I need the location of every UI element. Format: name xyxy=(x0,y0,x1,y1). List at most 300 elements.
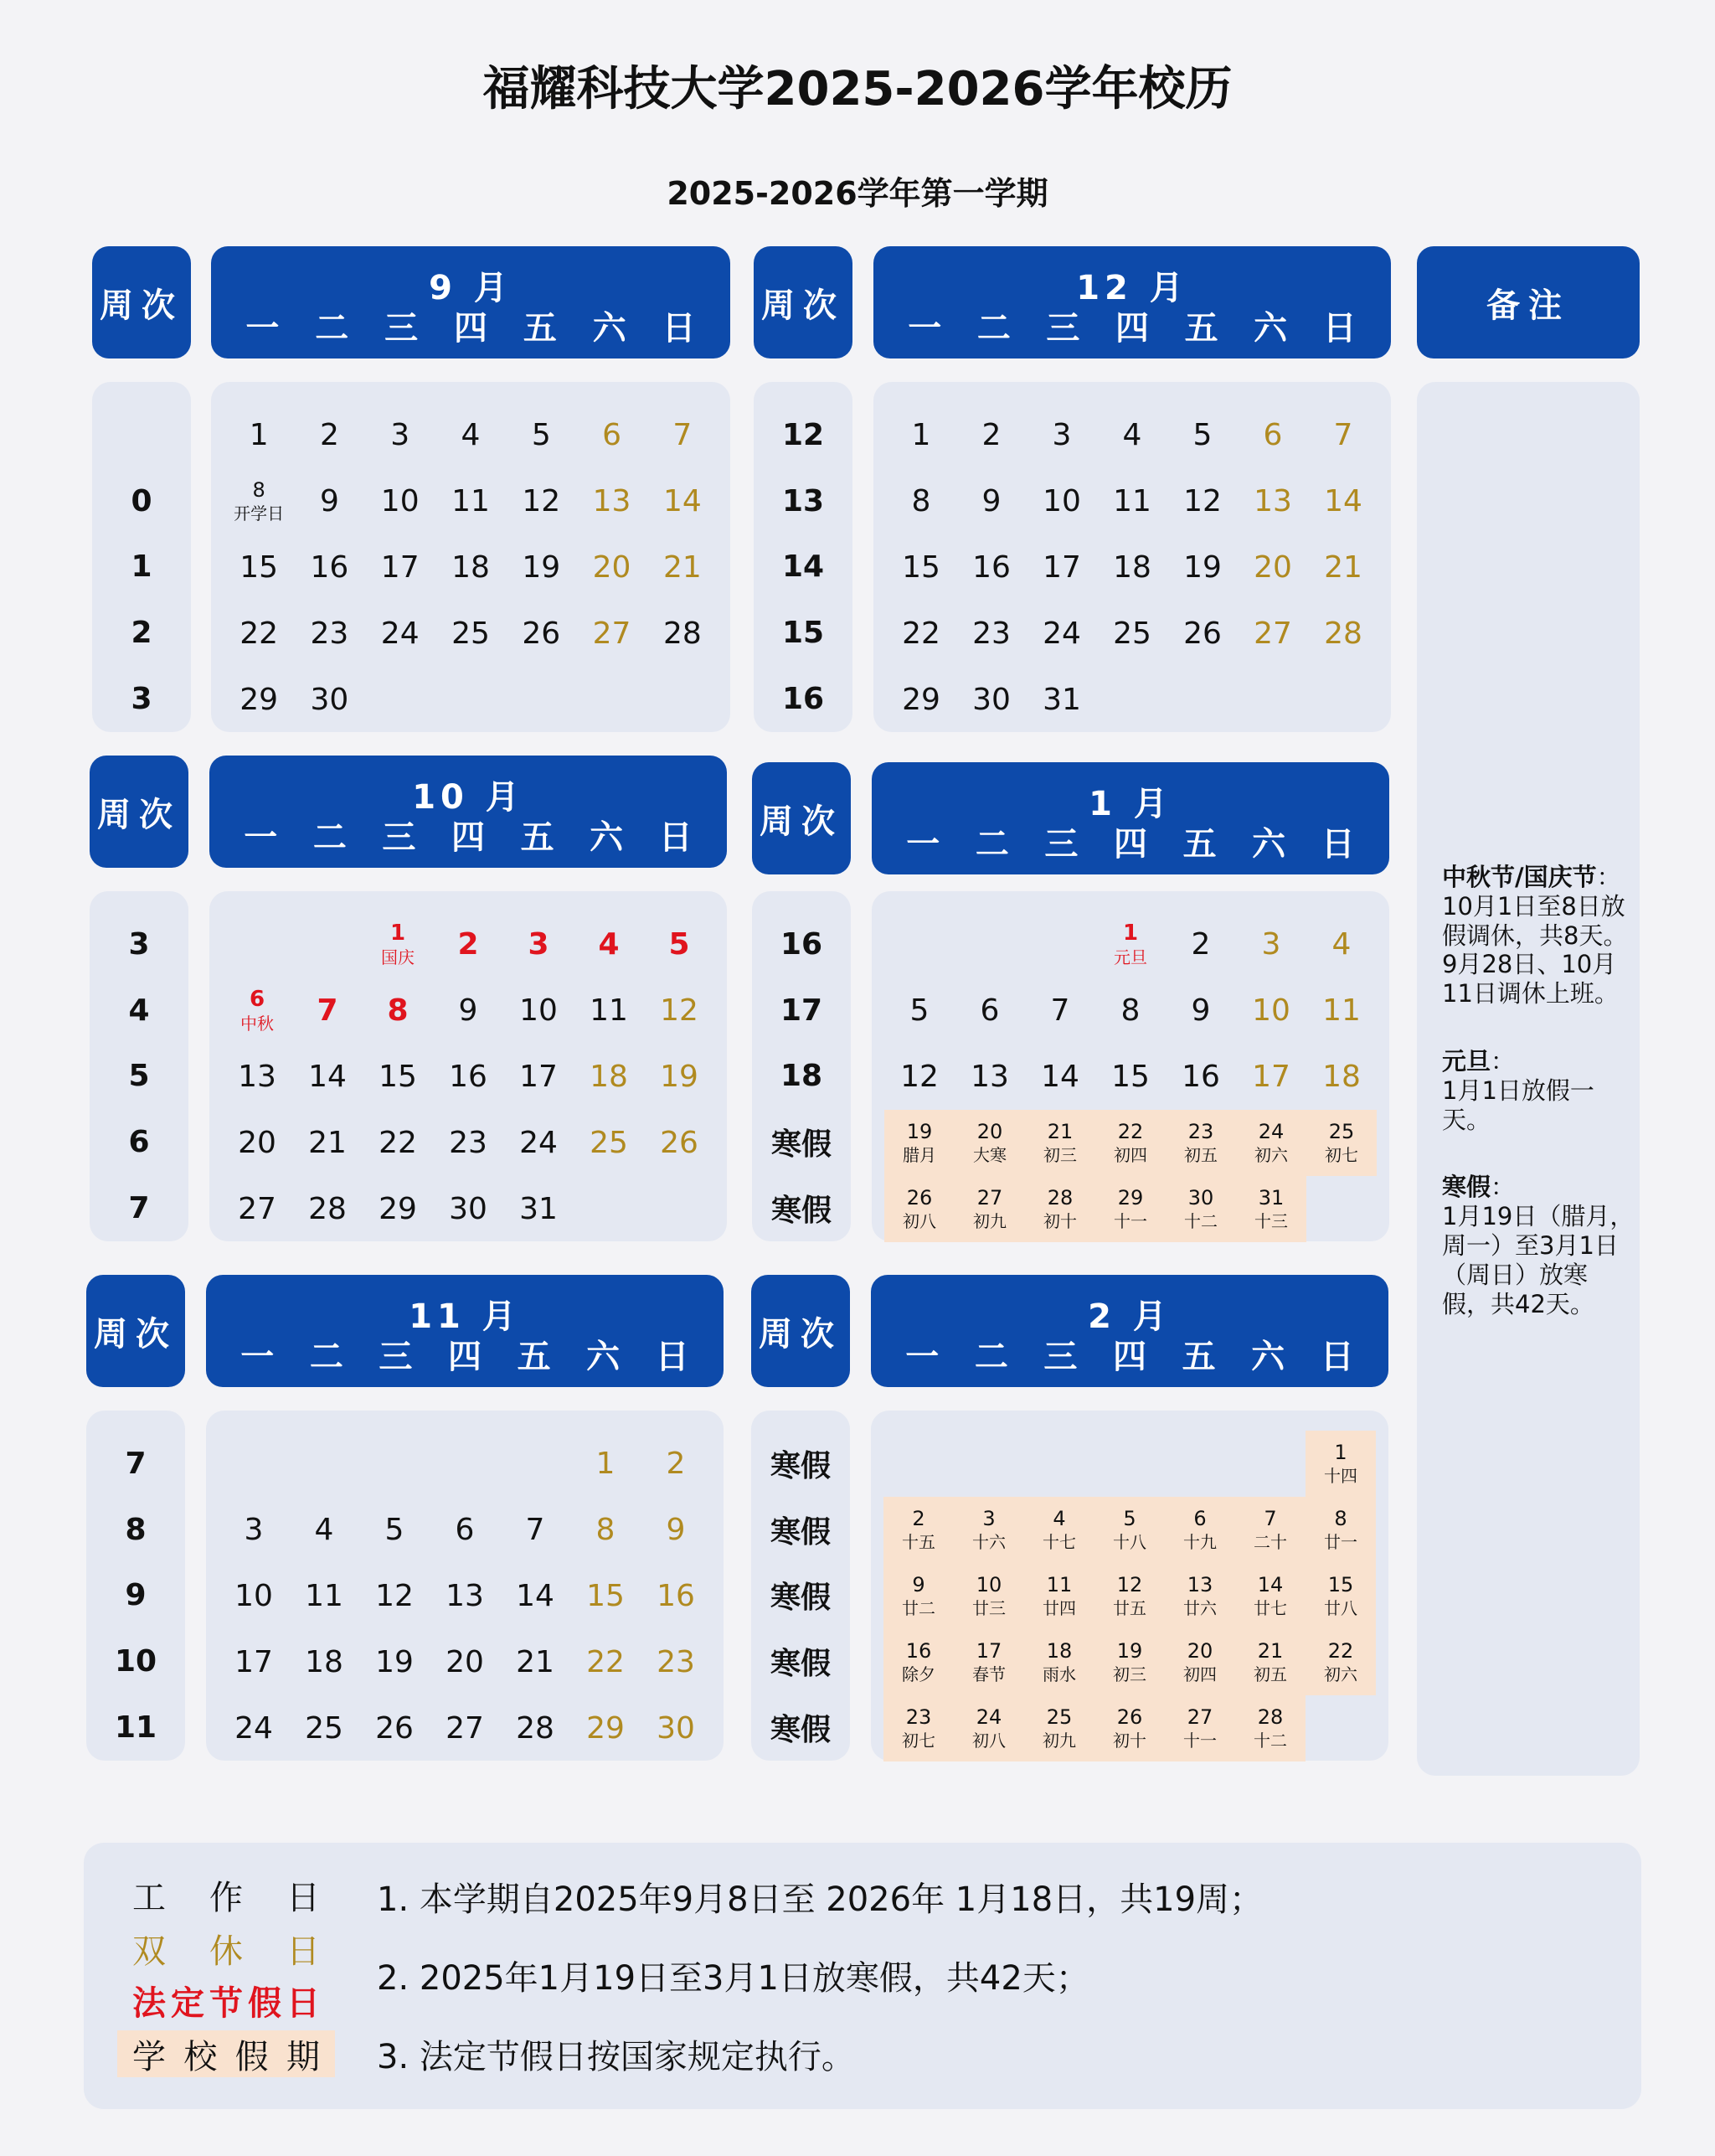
weekday-name: 日 xyxy=(662,309,696,348)
day-number: 18 xyxy=(1113,549,1151,585)
day-annotation: 国庆 xyxy=(381,946,415,967)
day-number: 16 xyxy=(310,549,349,585)
day-number: 17 xyxy=(380,549,420,585)
note-title: 中秋节/国庆节 xyxy=(1442,863,1597,891)
month-name: 2 月 xyxy=(1088,1297,1172,1336)
day-cell xyxy=(886,468,956,534)
legend-char: 学 xyxy=(132,2037,166,2076)
day-cell xyxy=(294,667,364,733)
day-cell xyxy=(641,1497,711,1563)
day-number: 5 xyxy=(909,993,930,1028)
weekday-name: 五 xyxy=(517,1338,551,1376)
day-number: 2 xyxy=(319,417,339,452)
legend-note-line: 2. 2025年1月19日至3月1日放寒假，共42天； xyxy=(377,1959,1089,1998)
week-number: 12 xyxy=(781,417,825,452)
weekday-name: 六 xyxy=(586,1338,621,1376)
day-number: 11 xyxy=(451,483,490,518)
day-number: 25 xyxy=(451,616,490,651)
legend-char: 校 xyxy=(183,2037,218,2076)
day-cell xyxy=(435,534,506,601)
week-number: 16 xyxy=(781,682,825,717)
day-cell xyxy=(570,1563,641,1629)
day-cell xyxy=(503,1044,574,1110)
day-cell xyxy=(1306,1563,1376,1629)
day-cell xyxy=(224,601,294,667)
empty-cell xyxy=(1097,667,1167,733)
day-cell xyxy=(294,402,364,468)
weekday-name: 二 xyxy=(975,825,1009,864)
legend-hol xyxy=(117,1977,335,2024)
day-cell xyxy=(294,468,364,534)
day-number: 26 xyxy=(906,1186,933,1210)
day-number: 26 xyxy=(660,1125,698,1160)
day-cell xyxy=(433,977,503,1044)
weekday-names xyxy=(228,302,713,349)
day-number: 29 xyxy=(379,1191,417,1226)
day-annotation: 廿八 xyxy=(1324,1597,1357,1618)
day-cell xyxy=(955,977,1025,1044)
empty-cell xyxy=(359,1431,430,1497)
day-cell xyxy=(1308,534,1378,601)
day-cell xyxy=(1165,1695,1235,1761)
day-cell xyxy=(574,1110,644,1176)
day-number: 5 xyxy=(384,1512,404,1547)
weekday-names xyxy=(223,1330,707,1378)
day-number: 4 xyxy=(314,1512,334,1547)
day-cell xyxy=(954,1695,1024,1761)
day-cell xyxy=(647,534,718,601)
week-number: 1 xyxy=(131,549,152,585)
day-number: 12 xyxy=(1183,483,1222,518)
month-days-panel xyxy=(871,1411,1388,1761)
day-cell xyxy=(363,1110,433,1176)
note-colon: ： xyxy=(1491,1173,1516,1202)
week-number: 寒假 xyxy=(770,1448,831,1483)
day-cell xyxy=(1095,1110,1166,1176)
day-cell xyxy=(292,1044,363,1110)
day-number: 1 xyxy=(1122,921,1139,946)
day-cell xyxy=(1027,667,1097,733)
notes-body xyxy=(1442,863,1635,1357)
note-title: 元旦 xyxy=(1442,1046,1491,1075)
day-cell xyxy=(500,1563,570,1629)
day-annotation: 初三 xyxy=(1113,1663,1146,1684)
day-cell xyxy=(1097,402,1167,468)
day-annotation: 二十 xyxy=(1254,1531,1287,1552)
day-number: 5 xyxy=(531,417,551,452)
weekday-name: 四 xyxy=(453,309,487,348)
day-cell xyxy=(1308,468,1378,534)
weekday-names xyxy=(888,818,1373,865)
day-cell xyxy=(1167,601,1238,667)
empty-cell xyxy=(1306,1176,1377,1242)
day-annotation: 廿三 xyxy=(972,1597,1006,1618)
day-cell xyxy=(956,402,1027,468)
day-cell xyxy=(956,667,1027,733)
day-number: 27 xyxy=(445,1710,484,1746)
weekday-name: 五 xyxy=(1184,309,1218,348)
day-number: 21 xyxy=(516,1644,554,1679)
day-number: 19 xyxy=(660,1059,698,1094)
day-number: 19 xyxy=(906,1120,933,1144)
day-cell xyxy=(430,1629,500,1695)
day-number: 19 xyxy=(522,549,561,585)
day-cell xyxy=(1306,1044,1377,1110)
weekday-name: 五 xyxy=(520,818,554,857)
empty-cell xyxy=(883,1431,954,1497)
day-number: 14 xyxy=(1041,1059,1079,1094)
day-number: 28 xyxy=(308,1191,347,1226)
day-number: 1 xyxy=(1334,1441,1347,1465)
note-text: 1月19日（腊月，周一）至3月1日（周日）放寒假，共42天。 xyxy=(1442,1202,1635,1318)
week-header: 周次 xyxy=(90,756,188,868)
day-number: 26 xyxy=(1116,1705,1143,1730)
day-cell xyxy=(1235,1563,1306,1629)
page-title: 福耀科技大学2025-2026学年校历 xyxy=(482,62,1233,116)
day-number: 27 xyxy=(976,1186,1003,1210)
day-cell xyxy=(883,1563,954,1629)
weekday-name: 二 xyxy=(976,309,1011,348)
day-annotation: 初五 xyxy=(1184,1144,1218,1165)
month-header xyxy=(873,246,1391,358)
note-block xyxy=(1442,1047,1635,1134)
day-annotation: 除夕 xyxy=(902,1663,935,1684)
day-number: 25 xyxy=(1046,1705,1073,1730)
day-cell xyxy=(1027,468,1097,534)
day-number: 26 xyxy=(375,1710,414,1746)
day-cell xyxy=(430,1695,500,1761)
weekday-name: 六 xyxy=(592,309,626,348)
day-cell xyxy=(1166,1044,1236,1110)
month-name: 11 月 xyxy=(409,1297,521,1336)
day-cell xyxy=(883,1695,954,1761)
day-number: 31 xyxy=(1258,1186,1285,1210)
day-number: 16 xyxy=(657,1578,695,1613)
empty-cell xyxy=(435,667,506,733)
semester-subtitle: 2025-2026学年第一学期 xyxy=(667,175,1048,212)
weekday-name: 六 xyxy=(590,818,624,857)
day-annotation: 初六 xyxy=(1324,1663,1357,1684)
day-cell xyxy=(219,1497,289,1563)
day-number: 11 xyxy=(590,993,628,1028)
day-cell xyxy=(500,1497,570,1563)
day-cell xyxy=(886,402,956,468)
day-cell xyxy=(1024,1629,1094,1695)
month-name: 9 月 xyxy=(429,269,512,307)
empty-cell xyxy=(365,667,435,733)
day-number: 15 xyxy=(586,1578,625,1613)
day-cell xyxy=(884,1176,955,1242)
day-number: 25 xyxy=(1113,616,1151,651)
week-number: 3 xyxy=(128,926,150,962)
day-number: 24 xyxy=(1043,616,1081,651)
day-cell xyxy=(1095,1044,1166,1110)
week-number-column xyxy=(90,891,188,1241)
week-number: 6 xyxy=(128,1125,150,1160)
week-number: 18 xyxy=(780,1059,823,1094)
day-annotation: 雨水 xyxy=(1043,1663,1076,1684)
day-cell xyxy=(1167,402,1238,468)
day-grid xyxy=(224,402,718,733)
day-cell xyxy=(1024,1563,1094,1629)
week-number: 寒假 xyxy=(770,1194,832,1229)
day-cell xyxy=(433,1044,503,1110)
week-number: 9 xyxy=(125,1578,147,1613)
day-cell xyxy=(292,1176,363,1242)
legend-char: 日 xyxy=(286,1932,320,1971)
month-name: 1 月 xyxy=(1089,785,1172,823)
day-cell xyxy=(435,402,506,468)
week-number: 11 xyxy=(114,1710,157,1746)
month-name: 12 月 xyxy=(1076,269,1188,307)
day-number: 26 xyxy=(522,616,561,651)
day-number: 19 xyxy=(1183,549,1222,585)
day-number: 16 xyxy=(905,1639,932,1663)
day-number: 8 xyxy=(1334,1507,1347,1531)
week-number: 14 xyxy=(781,549,825,585)
day-number: 17 xyxy=(1252,1059,1290,1094)
day-cell xyxy=(1306,1431,1376,1497)
day-number: 20 xyxy=(1254,549,1292,585)
day-cell xyxy=(1308,601,1378,667)
legend-char: 作 xyxy=(209,1878,243,1917)
day-annotation: 初五 xyxy=(1254,1663,1287,1684)
day-cell xyxy=(289,1497,359,1563)
day-cell xyxy=(641,1695,711,1761)
day-cell xyxy=(506,468,576,534)
day-cell xyxy=(433,1176,503,1242)
day-cell xyxy=(224,534,294,601)
day-number: 17 xyxy=(519,1059,558,1094)
day-cell xyxy=(886,601,956,667)
empty-cell xyxy=(500,1431,570,1497)
day-cell xyxy=(644,911,714,977)
day-annotation: 中秋 xyxy=(240,1013,274,1034)
day-number: 10 xyxy=(1043,483,1081,518)
day-number: 24 xyxy=(1258,1120,1285,1144)
weekday-name: 二 xyxy=(315,309,349,348)
day-number: 30 xyxy=(1187,1186,1214,1210)
note-text: 1月1日放假一天。 xyxy=(1442,1075,1594,1134)
day-number: 25 xyxy=(305,1710,343,1746)
day-cell xyxy=(1236,1110,1306,1176)
day-cell xyxy=(1238,534,1308,601)
empty-cell xyxy=(1165,1431,1235,1497)
week-number: 7 xyxy=(128,1191,150,1226)
day-number: 1 xyxy=(595,1446,615,1481)
note-block xyxy=(1442,1173,1635,1318)
day-annotation: 初九 xyxy=(973,1210,1007,1231)
day-number: 5 xyxy=(1192,417,1213,452)
notes-header: 备注 xyxy=(1417,246,1640,358)
day-cell xyxy=(644,1110,714,1176)
day-cell xyxy=(1094,1695,1165,1761)
legend-char: 期 xyxy=(286,2037,320,2076)
day-number: 9 xyxy=(1191,993,1211,1028)
day-annotation: 初十 xyxy=(1113,1730,1146,1751)
day-cell xyxy=(365,468,435,534)
day-number: 24 xyxy=(519,1125,558,1160)
day-number: 3 xyxy=(1261,926,1281,962)
day-number: 15 xyxy=(239,549,279,585)
day-annotation: 廿一 xyxy=(1324,1531,1357,1552)
legend-char: 日 xyxy=(286,1983,320,2023)
day-number: 14 xyxy=(516,1578,554,1613)
weekday-name: 五 xyxy=(523,309,557,348)
day-cell xyxy=(884,977,955,1044)
day-number: 15 xyxy=(379,1059,417,1094)
day-number: 25 xyxy=(590,1125,628,1160)
month-header xyxy=(206,1275,724,1387)
day-annotation: 廿二 xyxy=(902,1597,935,1618)
day-number: 30 xyxy=(657,1710,695,1746)
day-number: 8 xyxy=(595,1512,615,1547)
weekday-name: 日 xyxy=(658,818,693,857)
day-number: 31 xyxy=(519,1191,558,1226)
week-number-column xyxy=(754,382,852,732)
day-annotation: 初四 xyxy=(1114,1144,1147,1165)
day-number: 14 xyxy=(1257,1573,1284,1597)
weekday-name: 三 xyxy=(1044,825,1079,864)
day-number: 8 xyxy=(1120,993,1141,1028)
weekday-name: 三 xyxy=(382,818,416,857)
day-cell xyxy=(1094,1629,1165,1695)
weekday-name: 日 xyxy=(1322,309,1357,348)
day-number: 23 xyxy=(905,1705,932,1730)
day-annotation: 十二 xyxy=(1184,1210,1218,1231)
day-cell xyxy=(1095,977,1166,1044)
day-cell xyxy=(1306,1497,1376,1563)
day-number: 6 xyxy=(1263,417,1283,452)
day-cell xyxy=(1097,534,1167,601)
day-number: 2 xyxy=(666,1446,686,1481)
day-cell xyxy=(224,468,294,534)
day-number: 2 xyxy=(981,417,1002,452)
day-cell xyxy=(1025,977,1095,1044)
day-cell xyxy=(503,911,574,977)
empty-cell xyxy=(219,1431,289,1497)
week-number: 0 xyxy=(131,483,152,518)
weekday-name: 四 xyxy=(447,1338,482,1376)
day-cell xyxy=(1236,1044,1306,1110)
day-cell xyxy=(883,1497,954,1563)
day-number: 3 xyxy=(1052,417,1072,452)
month-days-panel xyxy=(873,382,1391,732)
day-cell xyxy=(292,1110,363,1176)
day-number: 15 xyxy=(1111,1059,1150,1094)
day-number: 4 xyxy=(1053,1507,1066,1531)
day-annotation: 十二 xyxy=(1254,1730,1287,1751)
day-number: 22 xyxy=(1327,1639,1354,1663)
day-number: 3 xyxy=(244,1512,264,1547)
legend-note-line: 3. 法定节假日按国家规定执行。 xyxy=(377,2038,855,2076)
day-grid xyxy=(219,1431,711,1761)
day-number: 28 xyxy=(1047,1186,1074,1210)
weekday-name: 三 xyxy=(1043,1338,1078,1376)
day-annotation: 廿七 xyxy=(1254,1597,1287,1618)
empty-cell xyxy=(430,1431,500,1497)
week-number-column xyxy=(92,382,191,732)
day-cell xyxy=(644,977,714,1044)
day-number: 20 xyxy=(238,1125,276,1160)
day-cell xyxy=(956,468,1027,534)
weekday-name: 一 xyxy=(244,818,278,857)
day-number: 28 xyxy=(1257,1705,1284,1730)
day-cell xyxy=(222,977,292,1044)
weekday-name: 一 xyxy=(905,1338,940,1376)
legend-char: 假 xyxy=(234,2037,269,2076)
day-cell xyxy=(576,402,646,468)
legend-char: 法 xyxy=(132,1983,166,2023)
month-days-panel xyxy=(209,891,727,1241)
week-number: 13 xyxy=(781,483,825,518)
day-cell xyxy=(1094,1563,1165,1629)
weekday-name: 三 xyxy=(1046,309,1080,348)
day-number: 19 xyxy=(1116,1639,1143,1663)
legend-char: 日 xyxy=(286,1878,320,1917)
day-cell xyxy=(1097,468,1167,534)
weekday-name: 四 xyxy=(451,818,485,857)
day-number: 18 xyxy=(451,549,490,585)
day-annotation: 初七 xyxy=(902,1730,935,1751)
day-number: 27 xyxy=(1187,1705,1213,1730)
day-cell xyxy=(956,534,1027,601)
day-cell xyxy=(1024,1695,1094,1761)
day-annotation: 大寒 xyxy=(973,1144,1007,1165)
week-number-column xyxy=(752,891,851,1241)
day-number: 17 xyxy=(976,1639,1002,1663)
day-number: 2 xyxy=(912,1507,925,1531)
day-number: 7 xyxy=(1050,993,1070,1028)
day-cell xyxy=(576,601,646,667)
day-cell xyxy=(1306,1110,1377,1176)
day-cell xyxy=(292,977,363,1044)
day-number: 4 xyxy=(598,926,620,962)
day-cell xyxy=(506,402,576,468)
day-number: 12 xyxy=(375,1578,414,1613)
month-days-panel xyxy=(206,1411,724,1761)
day-cell xyxy=(641,1431,711,1497)
day-cell xyxy=(503,1176,574,1242)
day-cell xyxy=(1236,1176,1306,1242)
weekday-name: 六 xyxy=(1252,825,1286,864)
day-number: 21 xyxy=(1047,1120,1074,1144)
day-cell xyxy=(644,1044,714,1110)
day-number: 13 xyxy=(592,483,631,518)
weekday-name: 二 xyxy=(974,1338,1008,1376)
empty-cell xyxy=(884,911,955,977)
day-number: 7 xyxy=(317,993,338,1028)
day-annotation: 十九 xyxy=(1183,1531,1217,1552)
day-cell xyxy=(1235,1497,1306,1563)
day-number: 9 xyxy=(319,483,339,518)
day-cell xyxy=(954,1563,1024,1629)
note-block xyxy=(1442,863,1635,1008)
day-number: 5 xyxy=(668,926,690,962)
day-annotation: 元旦 xyxy=(1114,946,1147,967)
day-number: 6 xyxy=(602,417,622,452)
day-cell xyxy=(224,667,294,733)
empty-cell xyxy=(506,667,576,733)
week-number: 4 xyxy=(128,993,150,1028)
day-cell xyxy=(1238,468,1308,534)
day-number: 19 xyxy=(375,1644,414,1679)
day-number: 28 xyxy=(662,616,702,651)
day-number: 14 xyxy=(1324,483,1362,518)
day-number: 10 xyxy=(1252,993,1290,1028)
day-cell xyxy=(886,667,956,733)
week-number: 7 xyxy=(125,1446,147,1481)
